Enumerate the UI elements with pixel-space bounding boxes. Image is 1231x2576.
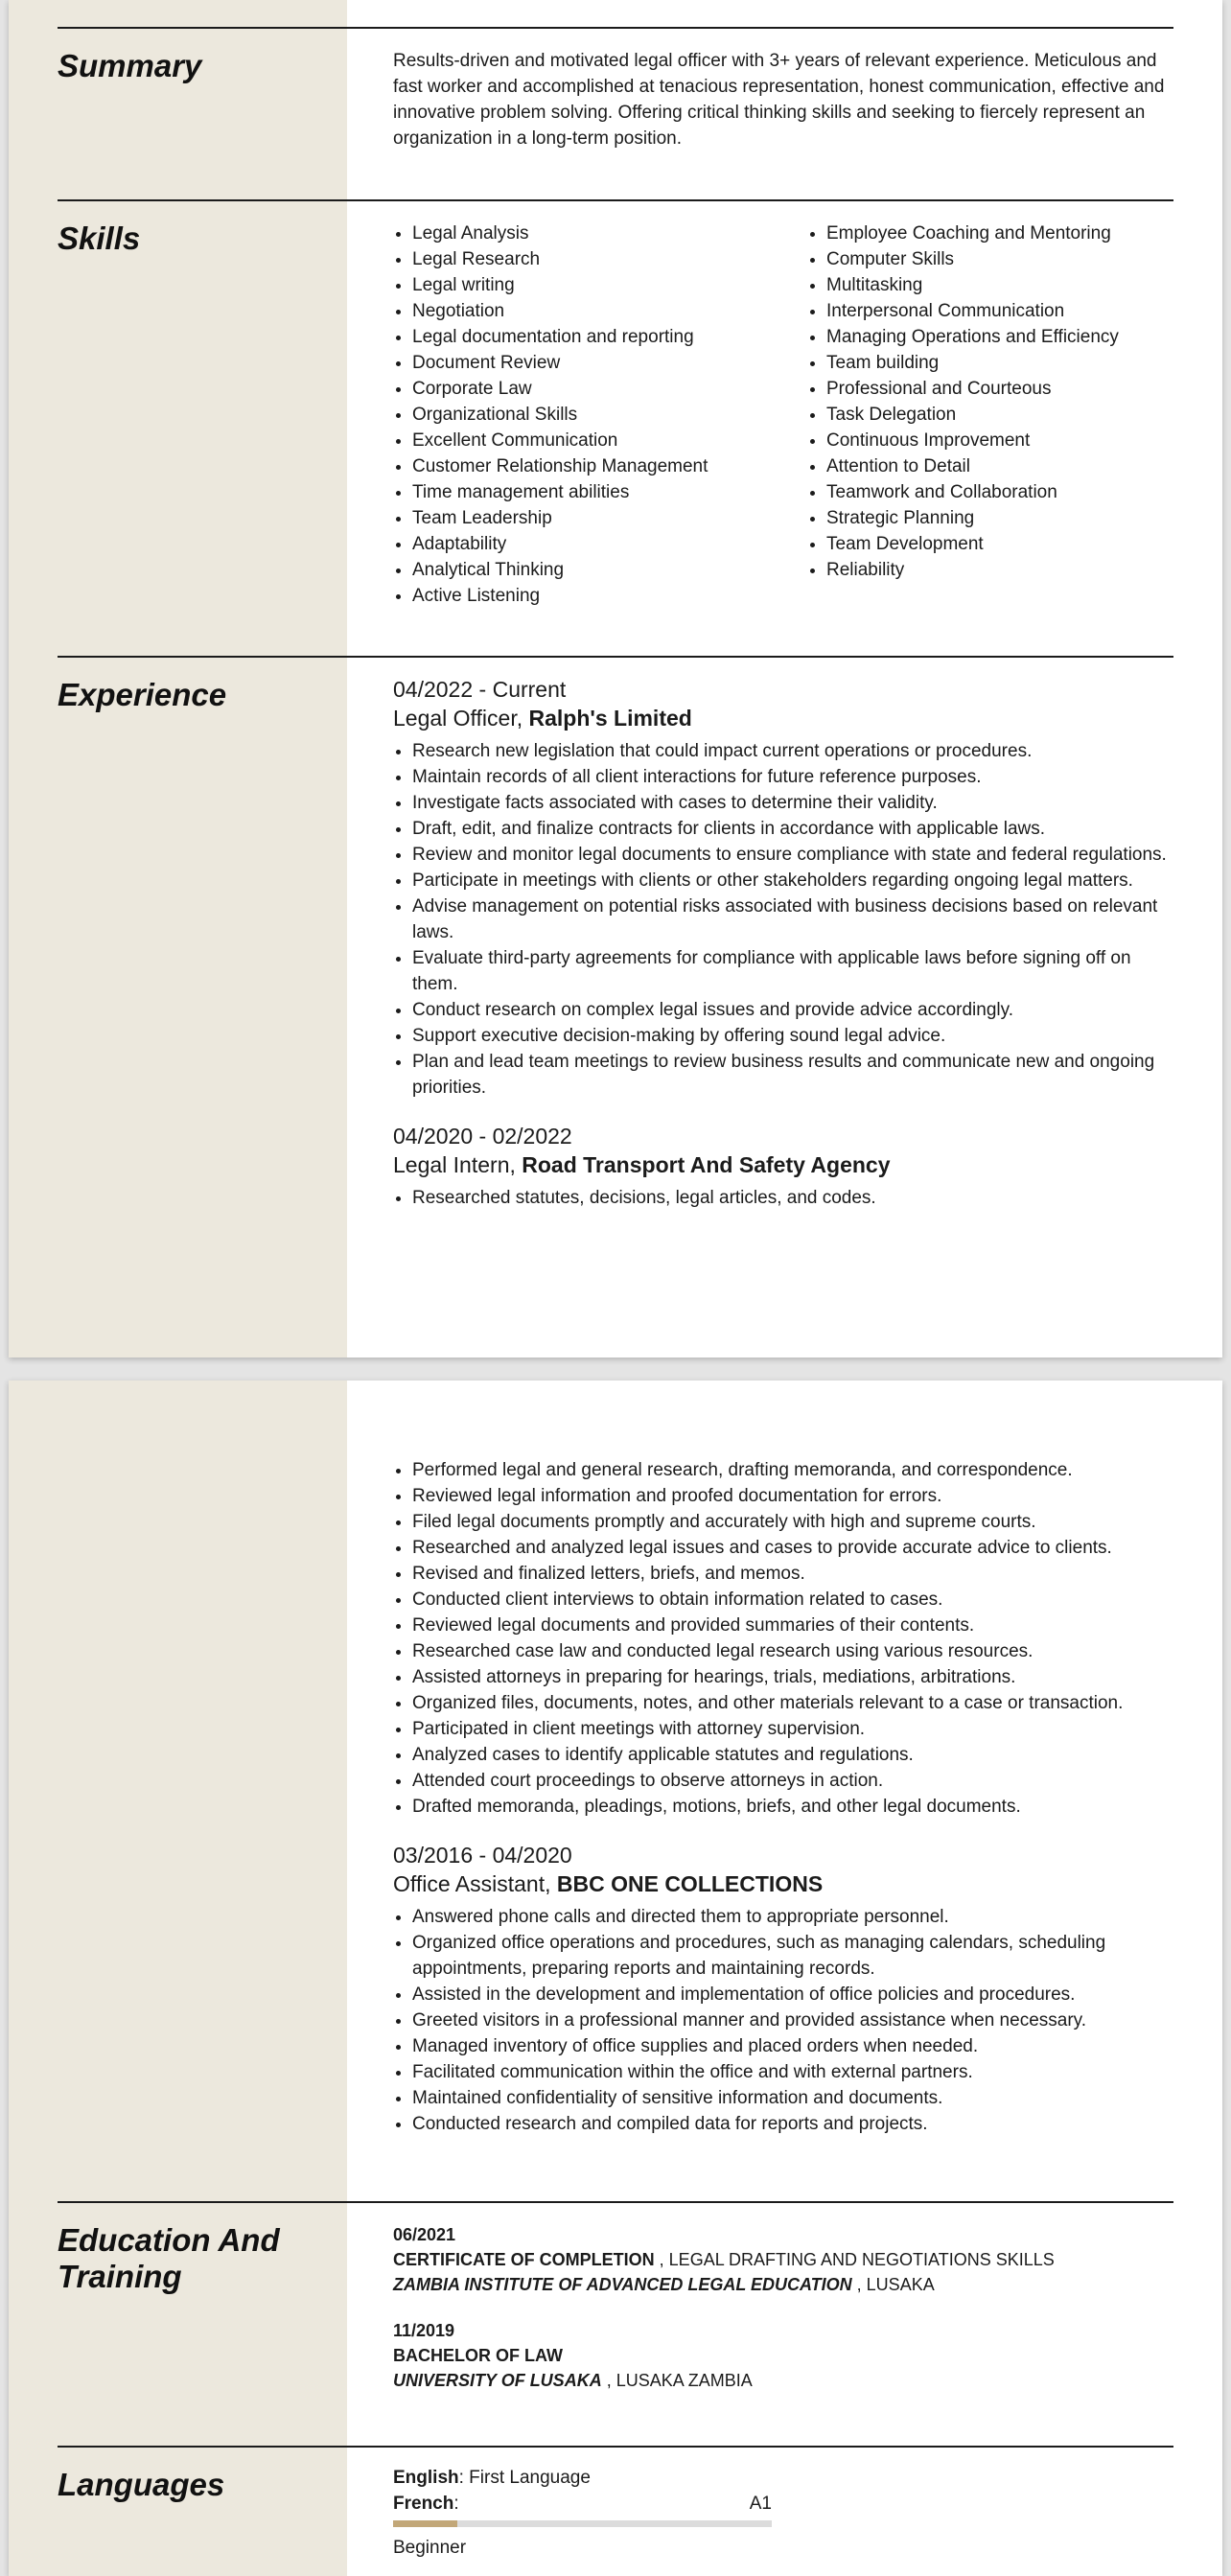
list-item: • Negotiation bbox=[412, 298, 825, 324]
job-role: Office Assistant, bbox=[393, 1871, 551, 1896]
language-detail: : First Language bbox=[458, 2468, 591, 2488]
education-school: ZAMBIA INSTITUTE OF ADVANCED LEGAL EDUCATION bbox=[393, 2275, 852, 2294]
list-item: • Organized files, documents, notes, and other materials relevant to a case or transaction. bbox=[412, 1690, 1173, 1716]
list-item: • Team Leadership bbox=[412, 505, 825, 531]
job-bullets bbox=[393, 1457, 1173, 1820]
job-entry bbox=[393, 1122, 1173, 1211]
list-item: • Document Review bbox=[412, 350, 825, 376]
list-item: • Attended court proceedings to observe attorneys in action. bbox=[412, 1768, 1173, 1794]
job-role: Legal Officer, bbox=[393, 706, 523, 731]
education-section bbox=[58, 2201, 1173, 2448]
education-heading: Education And Training bbox=[58, 2222, 280, 2294]
education-credential: BACHELOR OF LAW bbox=[393, 2346, 563, 2365]
list-item: • Reliability bbox=[826, 557, 1222, 583]
list-item: • Computer Skills bbox=[826, 246, 1222, 272]
list-item: • Strategic Planning bbox=[826, 505, 1222, 531]
language-name: English bbox=[393, 2468, 459, 2488]
language-name: French bbox=[393, 2494, 454, 2514]
list-item: • Interpersonal Communication bbox=[826, 298, 1222, 324]
language-french bbox=[393, 2491, 772, 2561]
languages-section bbox=[58, 2446, 1173, 2576]
job-bullets bbox=[393, 738, 1173, 1101]
education-field: , LEGAL DRAFTING AND NEGOTIATIONS SKILLS bbox=[659, 2250, 1055, 2269]
list-item: • Answered phone calls and directed them to appropriate personnel. bbox=[412, 1904, 1173, 1930]
list-item: • Employee Coaching and Mentoring bbox=[826, 220, 1222, 246]
list-item: • Revised and finalized letters, briefs, and memos. bbox=[412, 1561, 1173, 1587]
job-company: BBC ONE COLLECTIONS bbox=[556, 1871, 824, 1896]
list-item: • Greeted visitors in a professional manner and provided assistance when necessary. bbox=[412, 2007, 1173, 2033]
resume-page-1 bbox=[9, 0, 1222, 1358]
language-level: A1 bbox=[749, 2494, 772, 2514]
list-item: • Research new legislation that could impact current operations or procedures. bbox=[412, 738, 1173, 764]
language-detail: : bbox=[453, 2494, 459, 2514]
education-location: , LUSAKA ZAMBIA bbox=[606, 2371, 753, 2390]
skills-heading: Skills bbox=[58, 220, 141, 256]
job-entry bbox=[393, 1841, 1173, 2137]
job-bullets bbox=[393, 1185, 1173, 1211]
language-proficiency-label: Beginner bbox=[393, 2538, 467, 2558]
list-item: • Researched case law and conducted legal research using various resources. bbox=[412, 1638, 1173, 1664]
list-item: • Performed legal and general research, drafting memoranda, and correspondence. bbox=[412, 1457, 1173, 1483]
proficiency-bar bbox=[393, 2520, 772, 2527]
job-title bbox=[393, 1150, 1173, 1179]
list-item: • Investigate facts associated with cases to determine their validity. bbox=[412, 790, 1173, 816]
list-item: • Managed inventory of office supplies and placed orders when needed. bbox=[412, 2033, 1173, 2059]
list-item: • Advise management on potential risks associated with business decisions based on relevant laws. bbox=[412, 893, 1173, 945]
education-entry bbox=[393, 2318, 1173, 2393]
list-item: • Evaluate third-party agreements for compliance with applicable laws before signing off on them. bbox=[412, 945, 1173, 997]
list-item: • Review and monitor legal documents to ensure compliance with state and federal regulations. bbox=[412, 842, 1173, 868]
job-title bbox=[393, 1869, 1173, 1898]
education-school: UNIVERSITY OF LUSAKA bbox=[393, 2371, 602, 2390]
list-item: • Teamwork and Collaboration bbox=[826, 479, 1222, 505]
education-entry bbox=[393, 2222, 1173, 2297]
list-item: • Professional and Courteous bbox=[826, 376, 1222, 402]
list-item: • Managing Operations and Efficiency bbox=[826, 324, 1222, 350]
list-item: • Attention to Detail bbox=[826, 453, 1222, 479]
list-item: • Corporate Law bbox=[412, 376, 825, 402]
job-dates: 04/2022 - Current bbox=[393, 677, 567, 702]
list-item: • Maintain records of all client interactions for future reference purposes. bbox=[412, 764, 1173, 790]
list-item: • Adaptability bbox=[412, 531, 825, 557]
education-date: 11/2019 bbox=[393, 2321, 455, 2340]
job-dates: 04/2020 - 02/2022 bbox=[393, 1124, 572, 1149]
list-item: • Maintained confidentiality of sensitive information and documents. bbox=[412, 2085, 1173, 2111]
education-credential: CERTIFICATE OF COMPLETION bbox=[393, 2250, 655, 2269]
list-item: • Excellent Communication bbox=[412, 428, 825, 453]
list-item: • Reviewed legal documents and provided summaries of their contents. bbox=[412, 1613, 1173, 1638]
languages-heading: Languages bbox=[58, 2467, 225, 2502]
list-item: • Participated in client meetings with attorney supervision. bbox=[412, 1716, 1173, 1742]
list-item: • Filed legal documents promptly and accurately with high and supreme courts. bbox=[412, 1509, 1173, 1535]
education-location: , LUSAKA bbox=[856, 2275, 935, 2294]
list-item: • Multitasking bbox=[826, 272, 1222, 298]
experience-section bbox=[58, 656, 1173, 1348]
list-item: • Legal documentation and reporting bbox=[412, 324, 825, 350]
list-item: • Legal Analysis bbox=[412, 220, 825, 246]
list-item: • Team Development bbox=[826, 531, 1222, 557]
summary-heading: Summary bbox=[58, 48, 202, 83]
list-item: • Researched statutes, decisions, legal articles, and codes. bbox=[412, 1185, 1173, 1211]
resume-page-2 bbox=[9, 1381, 1222, 2576]
list-item: • Active Listening bbox=[412, 583, 825, 609]
list-item: • Participate in meetings with clients or other stakeholders regarding ongoing legal matters. bbox=[412, 868, 1173, 893]
language-english bbox=[393, 2465, 1173, 2491]
summary-text: Results-driven and motivated legal officer with 3+ years of relevant experience. Meticulous and fast worker and accomplished at tenacious representation, honest communication, effective and innovative problem solving. Offering critical thinking skills and seeking to fiercely represent an organization in a long-term position. bbox=[393, 51, 1165, 149]
job-title bbox=[393, 704, 1173, 732]
job-entry bbox=[393, 675, 1173, 1101]
summary-section bbox=[58, 27, 1173, 201]
skills-section bbox=[58, 199, 1173, 658]
list-item: • Conducted research and compiled data for reports and projects. bbox=[412, 2111, 1173, 2137]
job-company: Road Transport And Safety Agency bbox=[522, 1152, 891, 1177]
job-role: Legal Intern, bbox=[393, 1152, 516, 1177]
list-item: • Conduct research on complex legal issues and provide advice accordingly. bbox=[412, 997, 1173, 1023]
job-company: Ralph's Limited bbox=[528, 706, 692, 731]
list-item: • Organized office operations and procedures, such as managing calendars, scheduling appointments, preparing reports and maintaining records. bbox=[412, 1930, 1173, 1982]
list-item: • Legal Research bbox=[412, 246, 825, 272]
list-item: • Analyzed cases to identify applicable statutes and regulations. bbox=[412, 1742, 1173, 1768]
list-item: • Assisted in the development and implementation of office policies and procedures. bbox=[412, 1982, 1173, 2007]
proficiency-bar-fill bbox=[393, 2520, 457, 2527]
list-item: • Organizational Skills bbox=[412, 402, 825, 428]
experience-heading: Experience bbox=[58, 677, 227, 712]
list-item: • Researched and analyzed legal issues and cases to provide accurate advice to clients. bbox=[412, 1535, 1173, 1561]
list-item: • Task Delegation bbox=[826, 402, 1222, 428]
list-item: • Continuous Improvement bbox=[826, 428, 1222, 453]
list-item: • Team building bbox=[826, 350, 1222, 376]
list-item: • Conducted client interviews to obtain information related to cases. bbox=[412, 1587, 1173, 1613]
list-item: • Plan and lead team meetings to review business results and communicate new and ongoing priorities. bbox=[412, 1049, 1173, 1101]
list-item: • Draft, edit, and finalize contracts for clients in accordance with applicable laws. bbox=[412, 816, 1173, 842]
list-item: • Drafted memoranda, pleadings, motions, briefs, and other legal documents. bbox=[412, 1794, 1173, 1820]
list-item: • Facilitated communication within the office and with external partners. bbox=[412, 2059, 1173, 2085]
list-item: • Customer Relationship Management bbox=[412, 453, 825, 479]
list-item: • Support executive decision-making by offering sound legal advice. bbox=[412, 1023, 1173, 1049]
education-date: 06/2021 bbox=[393, 2225, 456, 2244]
list-item: • Time management abilities bbox=[412, 479, 825, 505]
job-dates: 03/2016 - 04/2020 bbox=[393, 1843, 572, 1868]
experience-continued bbox=[58, 1457, 1173, 2201]
list-item: • Reviewed legal information and proofed documentation for errors. bbox=[412, 1483, 1173, 1509]
list-item: • Legal writing bbox=[412, 272, 825, 298]
list-item: • Assisted attorneys in preparing for hearings, trials, mediations, arbitrations. bbox=[412, 1664, 1173, 1690]
job-bullets bbox=[393, 1904, 1173, 2137]
skills-list-left bbox=[393, 220, 825, 609]
skills-list-right bbox=[807, 220, 1222, 583]
list-item: • Analytical Thinking bbox=[412, 557, 825, 583]
